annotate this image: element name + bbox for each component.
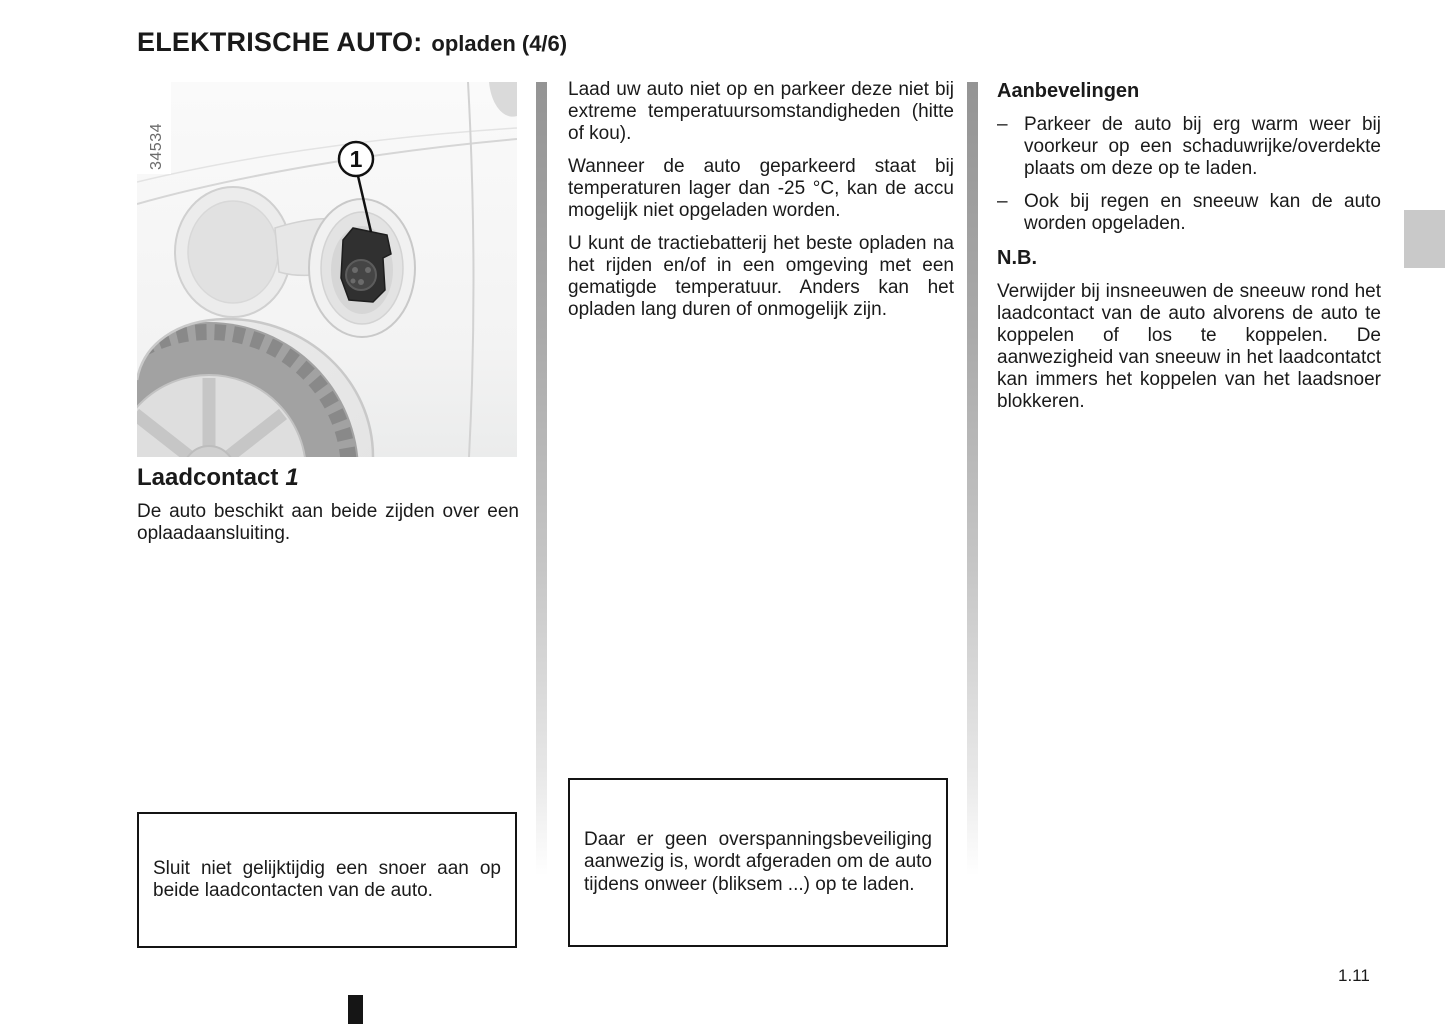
charging-connector [341, 228, 391, 302]
section-heading-laadcontact [137, 464, 299, 492]
recommendation-item [997, 114, 1381, 180]
page-title-sub: opladen (4/6) [431, 31, 568, 56]
section-heading-text: Laadcontact [137, 464, 279, 491]
recommendation-text-1: Parkeer de auto bij erg warm weer bij voorkeur op een schaduwrijke/overdekte plaats om deze op te laden. [1024, 114, 1381, 179]
middle-paragraph-2: Wanneer de auto geparkeerd staat bij temperaturen lager dan -25 °C, kan de accu mogelijk niet opgeladen worden. [568, 156, 954, 221]
warning-box-left [137, 812, 517, 948]
bullet-dash: – [997, 191, 1008, 212]
car-illustration [137, 82, 517, 457]
warning-box-left-text: Sluit niet gelijktijdig een snoer aan op beide laadcontacten van de auto. [153, 857, 501, 901]
section-heading-index: 1 [285, 464, 299, 491]
page-number: 1.11 [1338, 966, 1370, 985]
nb-paragraph: Verwijder bij insneeuwen de sneeuw rond het laadcontact van de auto alvorens de auto te koppelen of los te koppelen. De aanwezigheid van sneeuw in het laadcontatct kan immers het koppelen van het laadsnoer blokkeren. [997, 281, 1381, 412]
callout-1-label: 1 [349, 146, 363, 172]
recommendation-item [997, 191, 1381, 235]
figure-ref [137, 82, 171, 174]
recommendations-heading: Aanbevelingen [997, 80, 1140, 102]
warning-box-middle [568, 778, 948, 947]
left-paragraph: De auto beschikt aan beide zijden over een oplaadaansluiting. [137, 501, 519, 544]
column-separator-1 [536, 82, 547, 892]
nb-heading: N.B. [997, 247, 1037, 269]
print-registration-mark [348, 995, 363, 1024]
chapter-edge-tab [1404, 210, 1445, 268]
column-separator-2 [967, 82, 978, 892]
left-column-text [137, 501, 519, 556]
page-title-main: ELEKTRISCHE AUTO: [137, 27, 423, 57]
charging-socket-figure [137, 82, 517, 457]
warning-box-middle-text: Daar er geen overspanningsbeveiliging aanwezig is, wordt afgeraden om de auto tijdens onweer (bliksem ...) op te laden. [584, 828, 932, 895]
bullet-dash: – [997, 114, 1008, 135]
recommendation-text-2: Ook bij regen en sneeuw kan de auto worden opgeladen. [1024, 191, 1381, 234]
middle-paragraph-3: U kunt de tractiebatterij het beste opladen na het rijden en/of in een omgeving met een gematigde temperatuur. Anders kan het opladen lang duren of onmogelijk zijn. [568, 233, 954, 320]
middle-column-text [568, 79, 954, 332]
page-title [137, 27, 567, 58]
figure-ref-number: 34534 [148, 123, 165, 170]
middle-paragraph-1: Laad uw auto niet op en parkeer deze niet bij extreme temperatuursomstandigheden (hitte of kou). [568, 79, 954, 144]
right-column-text [997, 79, 1381, 424]
